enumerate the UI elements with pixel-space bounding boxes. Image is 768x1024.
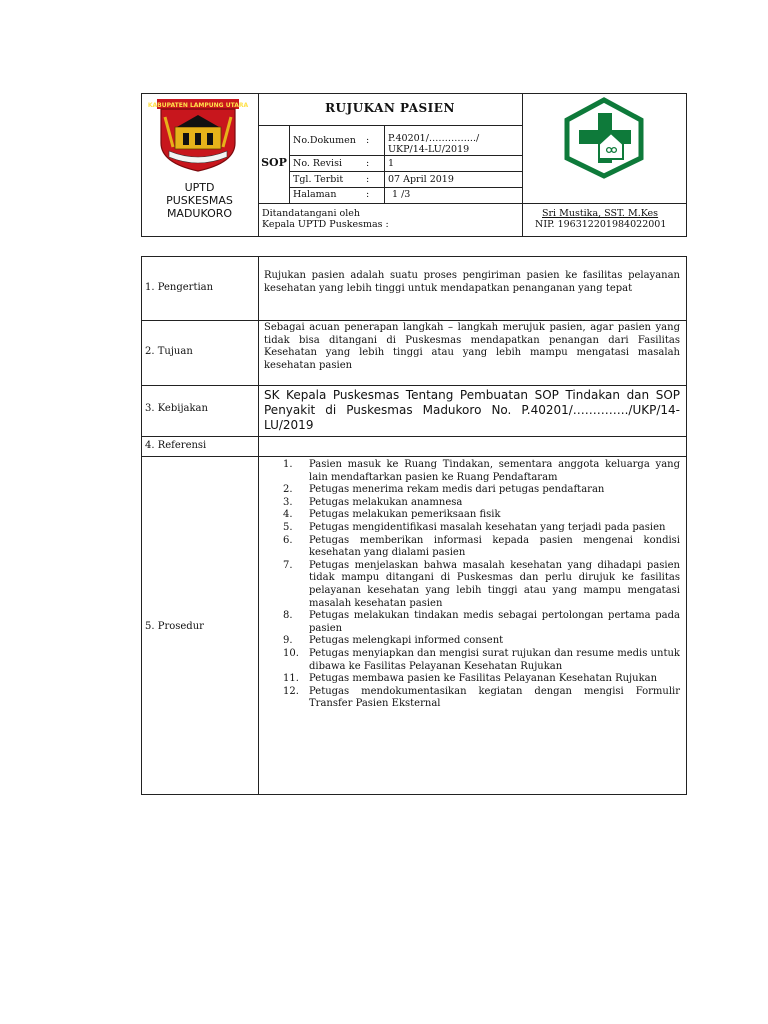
- meta-value-halaman: 1 /3: [392, 189, 411, 200]
- org-name-line-3: MADUKORO: [166, 207, 233, 220]
- text-pengertian: Rujukan pasien adalah suatu proses pengiriman pasien ke fasilitas pelayanan kesehatan yang lebih tinggi untuk mendapatkan penanganan yang tepat: [264, 270, 680, 294]
- regency-logo: [147, 97, 249, 173]
- document-title: RUJUKAN PASIEN: [325, 101, 455, 115]
- procedure-step-number: 7.: [283, 559, 293, 571]
- meta-value-terbit: 07 April 2019: [388, 174, 454, 185]
- procedure-step-number: 6.: [283, 534, 293, 546]
- procedure-step-text: Pasien masuk ke Ruang Tindakan, sementara anggota keluarga yang lain mendaftarkan pasien ke Ruang Pendaftaram: [309, 459, 680, 483]
- procedure-step-text: Petugas menjelaskan bahwa masalah kesehatan yang dihadapi pasien tidak mampu ditangani di Puskesmas dan perlu dirujuk ke fasilitas pelayanan kesehatan yang lebih tinggi atau yang mampu mengatasi masalah kesehatan pasien: [309, 559, 680, 609]
- meta-label-dokumen: No.Dokumen: [293, 135, 356, 146]
- label-prosedur: 5. Prosedur: [145, 621, 204, 632]
- org-name-line-1: UPTD: [184, 181, 215, 194]
- procedure-step-text: Petugas memberikan informasi kepada pasien mengenai kondisi kesehatan yang dialami pasien: [309, 534, 680, 559]
- procedure-step-text: Petugas menerima rekam medis dari petugas pendaftaran: [309, 484, 605, 496]
- procedure-step: [283, 686, 680, 711]
- procedure-step-number: 9.: [283, 635, 293, 647]
- signer-nip: NIP. 196312201984022001: [535, 219, 667, 230]
- procedure-step: [283, 459, 680, 484]
- procedure-step-number: 4.: [283, 509, 293, 521]
- procedure-step-number: 10.: [283, 647, 299, 659]
- procedure-step-number: 11.: [283, 673, 299, 685]
- procedure-step: [283, 635, 680, 648]
- procedure-list: [283, 459, 680, 711]
- meta-sep-revisi: :: [366, 158, 370, 169]
- meta-label-terbit: Tgl. Terbit: [293, 174, 344, 185]
- label-kebijakan: 3. Kebijakan: [145, 403, 208, 414]
- procedure-step: [283, 509, 680, 522]
- procedure-step: [283, 673, 680, 686]
- procedure-step-text: Petugas mendokumentasikan kegiatan dengan mengisi Formulir Transfer Pasien Eksternal: [309, 685, 680, 710]
- procedure-step-number: 1.: [283, 459, 293, 470]
- procedure-step-number: 3.: [283, 496, 293, 508]
- meta-sep-terbit: :: [366, 174, 370, 185]
- meta-value-dokumen: P.40201/………….../ UKP/14-LU/2019: [388, 133, 480, 155]
- signer-name: Sri Mustika, SST. M.Kes: [542, 208, 659, 219]
- procedure-step-text: Petugas melakukan anamnesa: [309, 496, 463, 508]
- procedure-step-number: 8.: [283, 610, 293, 622]
- puskesmas-logo: [561, 97, 647, 179]
- procedure-step-text: Petugas mengidentifikasi masalah kesehatan yang terjadi pada pasien: [309, 521, 666, 533]
- logo-caption: KABUPATEN LAMPUNG UTARA: [147, 102, 249, 109]
- procedure-step-text: Petugas melengkapi informed consent: [309, 635, 504, 647]
- procedure-step-text: Petugas membawa pasien ke Fasilitas Pelayanan Kesehatan Rujukan: [309, 673, 658, 685]
- procedure-step: [283, 560, 680, 610]
- procedure-step: [283, 484, 680, 497]
- meta-label-revisi: No. Revisi: [293, 158, 342, 169]
- label-referensi: 4. Referensi: [145, 440, 207, 451]
- signed-by-line-2: Kepala UPTD Puskesmas :: [262, 219, 389, 230]
- procedure-step-number: 5.: [283, 521, 293, 533]
- procedure-step-text: Petugas melakukan tindakan medis sebagai pertolongan pertama pada pasien: [309, 610, 680, 634]
- sop-label: SOP: [261, 156, 287, 169]
- procedure-step: [283, 522, 680, 535]
- procedure-step: [283, 535, 680, 560]
- text-tujuan: Sebagai acuan penerapan langkah – langkah merujuk pasien, agar pasien yang tidak bisa ditangani di Puskesmas mendapatkan penangan dari Fasilitas Kesehatan yang lebih tinggi atau yang lebih mampu mengatasi masalah kesehatan pasien: [264, 322, 680, 371]
- org-name-line-2: PUSKESMAS: [166, 194, 233, 207]
- procedure-step-text: Petugas melakukan pemeriksaan fisik: [309, 509, 501, 521]
- meta-sep-dokumen: :: [366, 135, 370, 146]
- meta-label-halaman: Halaman: [293, 189, 337, 200]
- label-pengertian: 1. Pengertian: [145, 282, 214, 293]
- procedure-step: [283, 648, 680, 673]
- procedure-step-number: 12.: [283, 685, 299, 697]
- signed-by-line-1: Ditandatangani oleh: [262, 208, 361, 219]
- text-kebijakan: SK Kepala Puskesmas Tentang Pembuatan SOP Tindakan dan SOP Penyakit di Puskesmas Madukoro No. P.40201/…………../UKP/14-LU/2019: [264, 388, 680, 432]
- procedure-step-number: 2.: [283, 484, 293, 496]
- procedure-step: [283, 610, 680, 635]
- label-tujuan: 2. Tujuan: [145, 346, 193, 357]
- meta-sep-halaman: :: [366, 189, 370, 200]
- procedure-step: [283, 497, 680, 510]
- procedure-step-text: Petugas menyiapkan dan mengisi surat rujukan dan resume medis untuk dibawa ke Fasilitas Pelayanan Kesehatan Rujukan: [309, 647, 680, 672]
- meta-value-revisi: 1: [388, 158, 395, 169]
